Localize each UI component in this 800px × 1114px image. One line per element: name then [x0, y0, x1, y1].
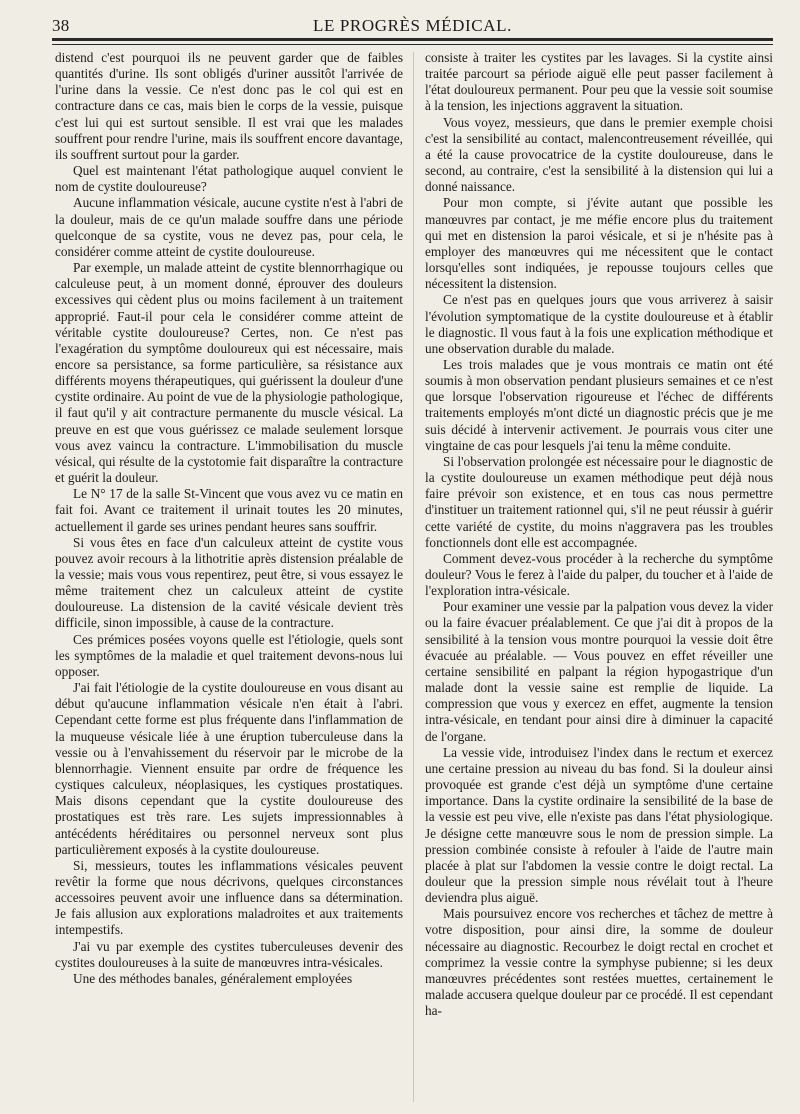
paragraph: Les trois malades que je vous montrais ce matin ont été soumis à mon observation pendant plusieurs semaines et ce n'est que lorsque l'observation rigoureuse et l'échec de différents traitements employés m'ont dicté un diagnostic précis que je me suis décidé à intervenir activement. Je pourrais vous citer une vingtaine de cas pour lesquels j'ai tenu la même conduite.	[425, 356, 773, 453]
paragraph: Si, messieurs, toutes les inflammations vésicales peuvent revêtir la forme que nous décrivons, quelques circonstances accessoires peuvent avoir une influence dans sa détermination. Je fais allusion aux explorations maladroites et aux traitements intempestifs.	[55, 857, 403, 938]
paragraph: distend c'est pourquoi ils ne peuvent garder que de faibles quantités d'urine. Ils sont obligés d'uriner aussitôt l'arrivée de l'urine dans la vessie. Ce n'est donc pas le col qui est en contracture dans ce cas, mais bien le corps de la vessie, puisque c'est lui qui est surtout sensible. Il est vrai que les malades souffrent pour rendre l'urine, mais ils souffrent encore davantage, ils souffrent surtout pour la garder.	[55, 50, 403, 162]
paragraph: Ces prémices posées voyons quelle est l'étiologie, quels sont les symptômes de la maladie et quel traitement devons-nous lui opposer.	[55, 631, 403, 679]
left-column	[55, 50, 403, 1105]
journal-title: LE PROGRÈS MÉDICAL.	[313, 16, 512, 35]
paragraph: Si l'observation prolongée est nécessaire pour le diagnostic de la cystite douloureuse un examen méthodique peut déjà nous faire prévoir son existence, et en tous cas nous permettre d'instituer un traitement rationnel qui, s'il ne peut réussir à guérir cette variété de cystite, du moins n'aggravera pas les troubles fonctionnels dont elle est accompagnée.	[425, 453, 773, 550]
header-rule-thin	[52, 44, 773, 45]
paragraph: La vessie vide, introduisez l'index dans le rectum et exercez une certaine pression au niveau du bas fond. Si la douleur ainsi provoquée est grande c'est déjà un symptôme d'une certaine importance. Dans la cystite ordinaire la sensibilité de la base de la vessie est peu vive, elle n'existe pas dans l'état physiologique. Je désigne cette manœuvre sous le nom de pression simple. La pression combinée consiste à refouler à l'aide de l'autre main placée à plat sur l'abdomen la vessie contre le doigt rectal. La douleur que la pression simple nous révélait tout à l'heure deviendra plus aiguë.	[425, 744, 773, 906]
paragraph: Quel est maintenant l'état pathologique auquel convient le nom de cystite douloureuse?	[55, 163, 403, 195]
paragraph: Vous voyez, messieurs, que dans le premier exemple choisi c'est la sensibilité au contact, malencontreusement réveillée, qui a été la cause provocatrice de la cystite douloureuse, dans le second, au contraire, c'est la sensibilité à la distension qui lui a donné naissance.	[425, 114, 773, 195]
running-header	[52, 14, 773, 38]
paragraph: consiste à traiter les cystites par les lavages. Si la cystite ainsi traitée parcourt sa période aiguë elle peut passer facilement à l'état douloureux permanent. Pour peu que la vessie soit soumise à la tension, les injections aggravent la situation.	[425, 50, 773, 114]
paragraph: J'ai vu par exemple des cystites tuberculeuses devenir des cystites douloureuses à la suite de manœuvres intra-vésicales.	[55, 938, 403, 970]
header-rule-thick	[52, 38, 773, 41]
paragraph: Aucune inflammation vésicale, aucune cystite n'est à l'abri de la douleur, mais de ce qu'un malade souffre dans une période quelconque de sa cystite, vous ne devez pas, pour cela, le considérer comme atteint de cystite douloureuse.	[55, 195, 403, 259]
right-column	[425, 50, 773, 1105]
paragraph: Par exemple, un malade atteint de cystite blennorrhagique ou calculeuse peut, à un moment donné, éprouver des douleurs excessives qui cèdent plus ou moins facilement à un traitement approprié. Faut-il pour cela le considérer comme atteint de véritable cystite douloureuse? Certes, non. Ce n'est pas l'exagération du symptôme douloureux qui est nécessaire, mais encore sa persistance, sa forme particulière, sa résistance aux différents moyens thérapeutiques, qui guérissent la douleur d'une cystite ordinaire. Au point de vue de la physiologie pathologique, il faut qu'il y ait contracture permanente du muscle vésical. La preuve en est que vous guérissez ce malade seulement lorsque vous avez vaincu la contracture. L'immobilisation du muscle vésical, qui résulte de la cystotomie fait disparaître la contracture et guérit la douleur.	[55, 260, 403, 486]
paragraph: Le N° 17 de la salle St-Vincent que vous avez vu ce matin en fait foi. Avant ce traitement il urinait toutes les 20 minutes, actuellement il garde ses urines pendant heures sans souffrir.	[55, 486, 403, 534]
paragraph: J'ai fait l'étiologie de la cystite douloureuse en vous disant au début qu'aucune inflammation vésicale n'en était à l'abri. Cependant cette forme est plus fréquente dans l'inflammation de la muqueuse vésicale liée à une éruption tuberculeuse dans la vessie ou à l'envahissement du réservoir par le microbe de la blennorrhagie. Viennent ensuite par ordre de fréquence les cystiques calculeux, néoplasiques, les cystiques prostatiques. Mais disons cependant que la cystite douloureuse des prostatiques est très rare. Les sujets impressionnables à antécédents héréditaires ou personnel nerveux sont plus particulièrement exposés à la cystite douloureuse.	[55, 680, 403, 857]
paragraph: Si vous êtes en face d'un calculeux atteint de cystite vous pouvez avoir recours à la lithotritie après distension préalable de la vessie; mais vous vous repentirez, peut être, si vous essayez le même traitement chez un calculeux atteint de cystite douloureuse. La distension de la cavité vésicale devient très difficile, sinon impossible, à cause de la contracture.	[55, 534, 403, 631]
page-number: 38	[52, 16, 70, 35]
paragraph: Une des méthodes banales, généralement employées	[73, 970, 353, 986]
paragraph: Pour examiner une vessie par la palpation vous devez la vider ou la faire évacuer préalablement. Ce que j'ai dit à propos de la sensibilité à la tension vous montre pourquoi la vessie doit être évacuée au préalable. — Vous pouvez en effet réveiller une certaine sensibilité en palpant la région hypogastrique d'un malade dont la vessie saine est remplie de liquide. La compression que vous y exercez en effet, augmente la tension intra-vésicale, en tendant pour ainsi dire à diminuer la capacité de l'organe.	[425, 599, 773, 744]
paragraph: Pour mon compte, si j'évite autant que possible les manœuvres par contact, je me méfie encore plus du traitement qui met en distension la paroi vésicale, et si je n'hésite pas à employer des manœuvres qui me nécessitent que le contact lorsqu'elles sont indiquées, je repousse toujours celles que nécessitent la distension.	[425, 195, 773, 292]
paragraph: Comment devez-vous procéder à la recherche du symptôme douleur? Vous le ferez à l'aide du palper, du toucher et à l'aide de l'exploration intra-vésicale.	[425, 550, 773, 599]
paragraph: Mais poursuivez encore vos recherches et tâchez de mettre à votre disposition, pour ainsi dire, la somme de douleur nécessaire au diagnostic. Recourbez le doigt rectal en crochet et comprimez la vessie contre la symphyse pubienne; si les deux manœuvres précédentes sont restées muettes, certainement le malade accusera quelque douleur par ce procédé. Il est cependant ha-	[425, 906, 773, 1019]
column-divider	[413, 52, 414, 1102]
paragraph: Ce n'est pas en quelques jours que vous arriverez à saisir l'évolution symptomatique de la cystite douloureuse et à établir le diagnostic. Il vous faut à la fois une explication méthodique et une observation durable du malade.	[425, 292, 773, 356]
